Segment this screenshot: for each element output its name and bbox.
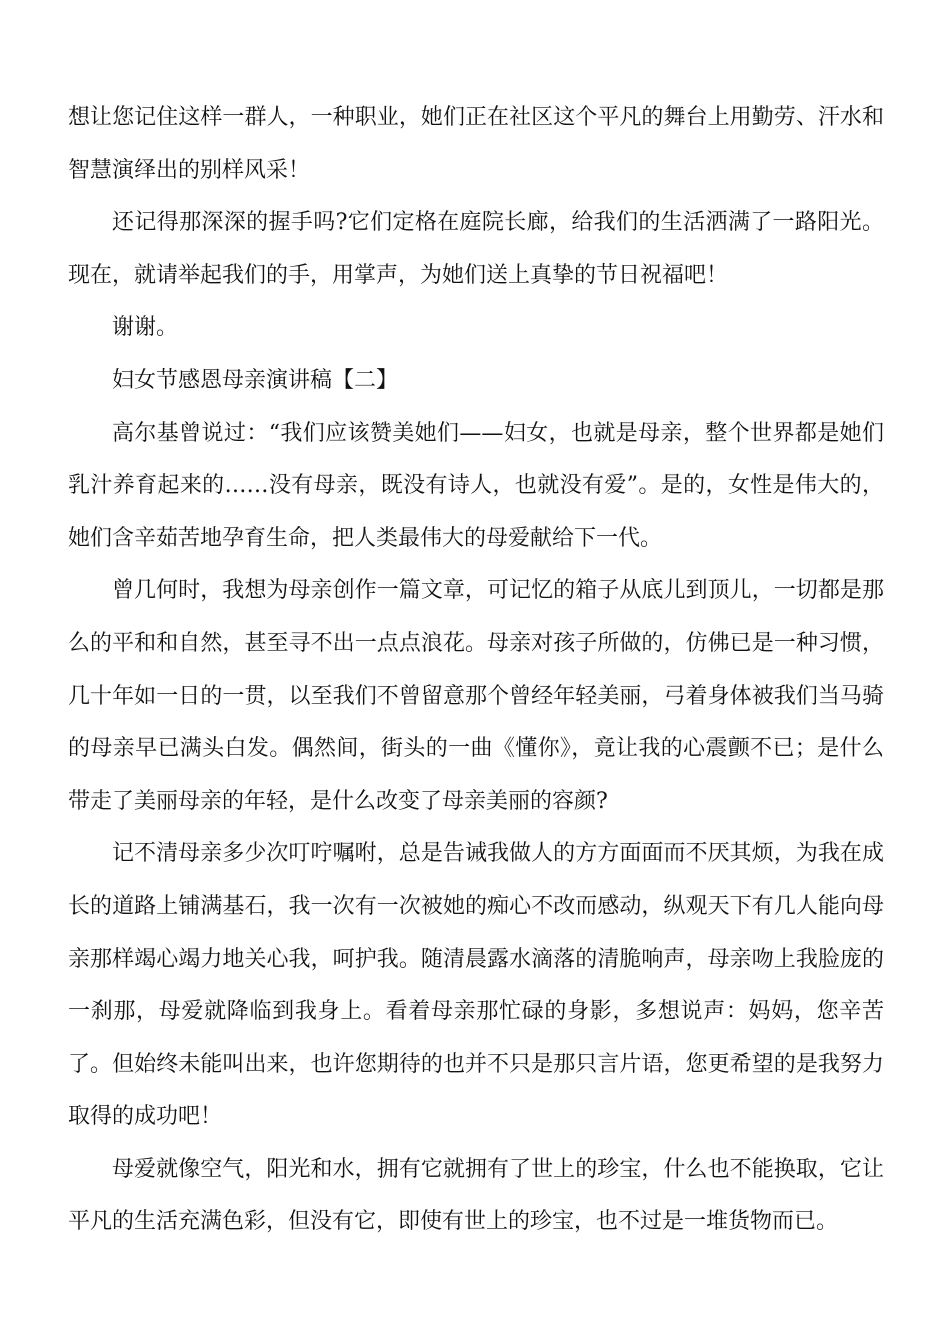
section-heading: 妇女节感恩母亲演讲稿【二】	[112, 367, 399, 393]
paragraph-continuation: 想让您记住这样一群人，一种职业，她们正在社区这个平凡的舞台上用勤劳、汗水和智慧演绎出的别样风采！	[68, 105, 884, 183]
paragraph-memory: 曾几何时，我想为母亲创作一篇文章，可记忆的箱子从底儿到顶儿，一切都是那么的平和和自然，甚至寻不出一点点浪花。母亲对孩子所做的，仿佛已是一种习惯，几十年如一日的一贯，以至我们不曾留意那个曾经年轻美丽，弓着身体被我们当马骑的母亲早已满头白发。偶然间，街头的一曲《懂你》，竟让我的心震颤不已；是什么带走了美丽母亲的年轻，是什么改变了母亲美丽的容颜?	[68, 578, 884, 814]
document-page	[68, 92, 884, 1249]
paragraph-gorky-quote: 高尔基曾说过：“我们应该赞美她们——妇女，也就是母亲，整个世界都是她们乳汁养育起来的……没有母亲，既没有诗人，也就没有爱”。是的，女性是伟大的，她们含辛茹苦地孕育生命，把人类最伟大的母爱献给下一代。	[68, 420, 884, 551]
paragraph-handshake: 还记得那深深的握手吗?它们定格在庭院长廊，给我们的生活洒满了一路阳光。现在，就请举起我们的手，用掌声，为她们送上真挚的节日祝福吧！	[68, 210, 884, 288]
paragraph-thanks: 谢谢。	[112, 315, 179, 341]
paragraph-mother-love: 母爱就像空气，阳光和水，拥有它就拥有了世上的珍宝，什么也不能换取，它让平凡的生活充满色彩，但没有它，即使有世上的珍宝，也不过是一堆货物而已。	[68, 1156, 884, 1235]
paragraph-mother-advice: 记不清母亲多少次叮咛嘱咐，总是告诫我做人的方方面面而不厌其烦，为我在成长的道路上铺满基石，我一次有一次被她的痴心不改而感动，纵观天下有几人能向母亲那样竭心竭力地关心我，呵护我。随清晨露水滴落的清脆响声，母亲吻上我脸庞的一刹那，母爱就降临到我身上。看着母亲那忙碌的身影，多想说声：妈妈，您辛苦了。但始终未能叫出来，也许您期待的也并不只是那只言片语，您更希望的是我努力取得的成功吧！	[68, 841, 884, 1130]
